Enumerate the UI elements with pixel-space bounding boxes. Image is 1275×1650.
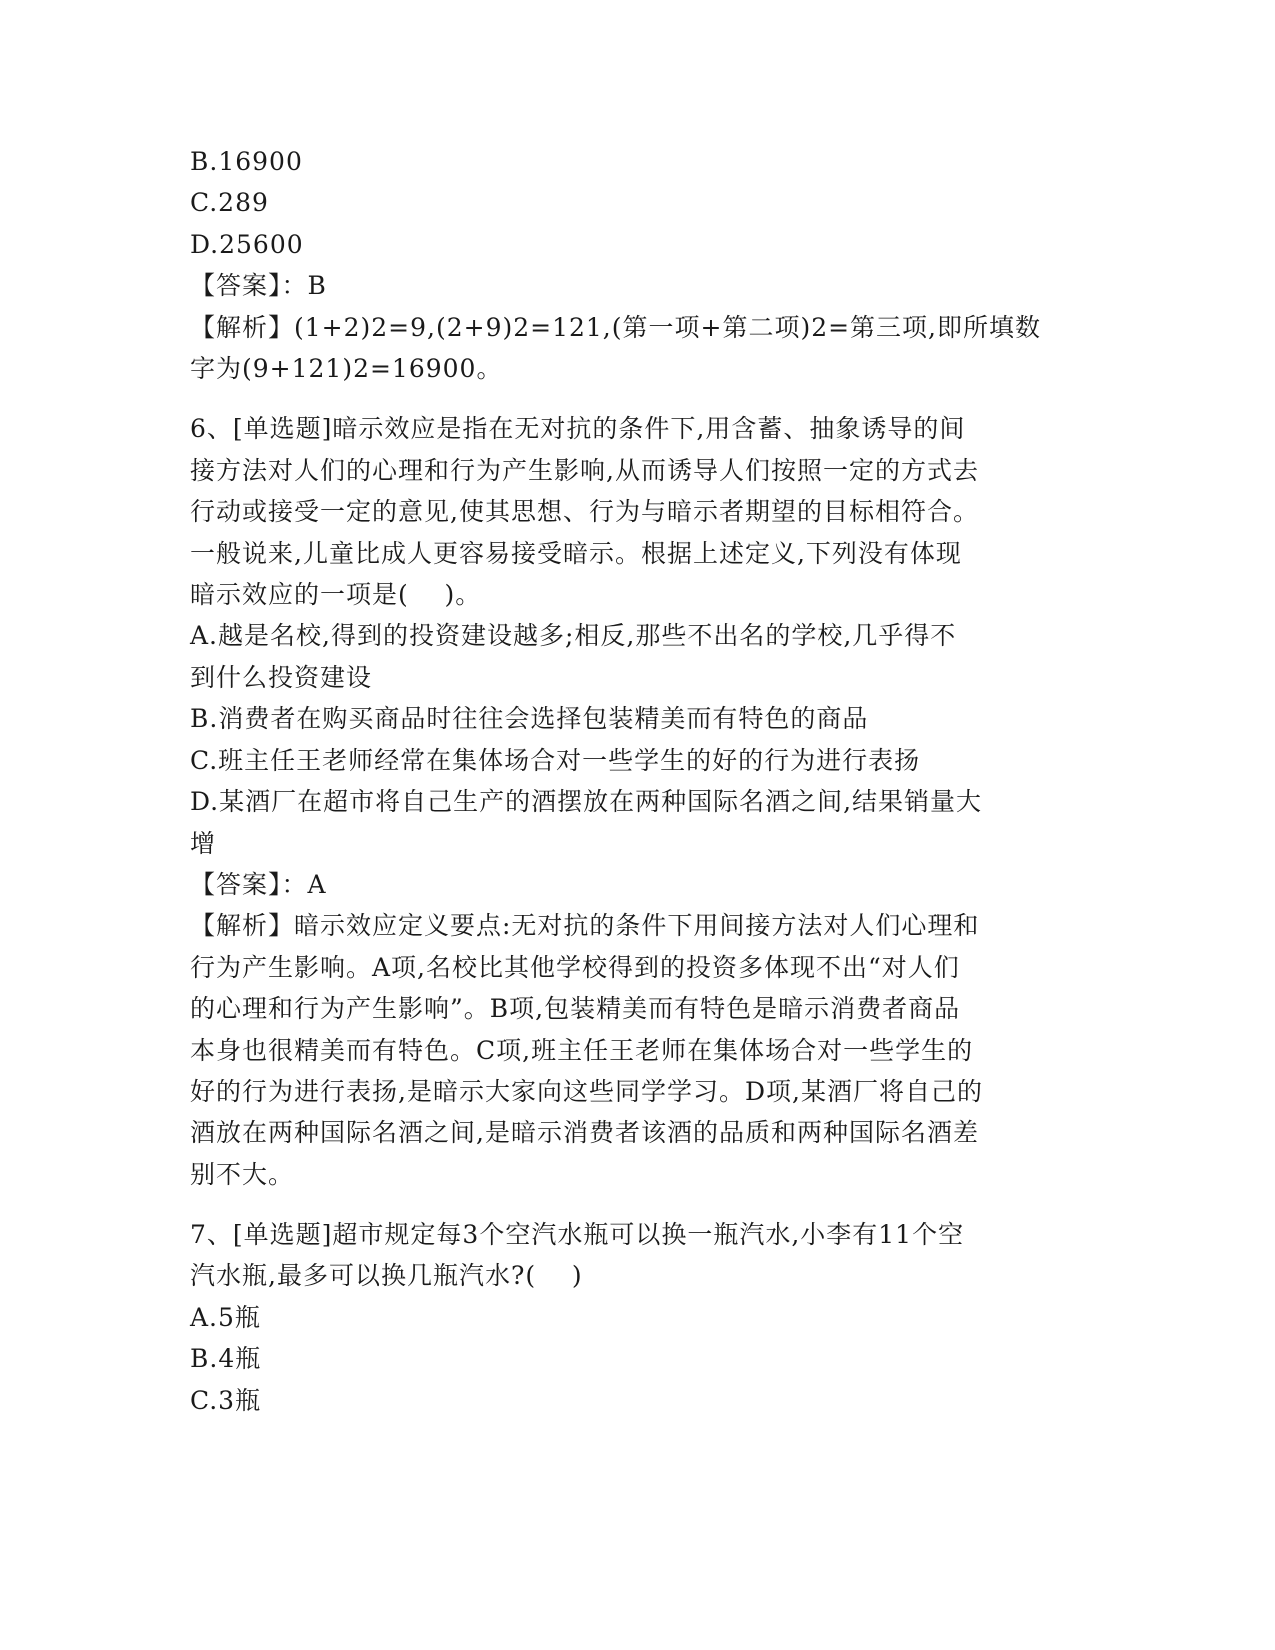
q7-stem-line: 汽水瓶,最多可以换几瓶汽水?( ): [190, 1261, 583, 1290]
q5-answer: 【答案】：B: [190, 271, 327, 300]
q6-option-a-cont: 到什么投资建设: [190, 663, 373, 692]
q6-analysis-line: 【解析】暗示效应定义要点:无对抗的条件下用间接方法对人们心理和: [190, 911, 980, 940]
q6-stem-line: 一般说来,儿童比成人更容易接受暗示。根据上述定义,下列没有体现: [190, 539, 962, 568]
q6-analysis-line: 别不大。: [190, 1160, 295, 1189]
q5-option-c: C.289: [190, 188, 269, 217]
q7-stem-line: 7、[单选题]超市规定每3个空汽水瓶可以换一瓶汽水,小李有11个空: [190, 1220, 965, 1249]
q6-analysis-line: 的心理和行为产生影响”。B项,包装精美而有特色是暗示消费者商品: [190, 994, 961, 1023]
q5-option-d: D.25600: [190, 230, 304, 259]
q6-analysis-line: 行为产生影响。A项,名校比其他学校得到的投资多体现不出“对人们: [190, 953, 960, 982]
q6-analysis-line: 好的行为进行表扬,是暗示大家向这些同学学习。D项,某酒厂将自己的: [190, 1077, 983, 1106]
q6-option-a: A.越是名校,得到的投资建设越多;相反,那些不出名的学校,几乎得不: [190, 621, 957, 650]
q6-stem-line: 行动或接受一定的意见,使其思想、行为与暗示者期望的目标相符合。: [190, 497, 979, 526]
q6-stem-line: 6、[单选题]暗示效应是指在无对抗的条件下,用含蓄、抽象诱导的间: [190, 414, 966, 443]
q6-answer: 【答案】：A: [190, 870, 327, 899]
q6-option-c: C.班主任王老师经常在集体场合对一些学生的好的行为进行表扬: [190, 746, 921, 775]
q6-analysis-line: 本身也很精美而有特色。C项,班主任王老师在集体场合对一些学生的: [190, 1036, 974, 1065]
q6-analysis-line: 酒放在两种国际名酒之间,是暗示消费者该酒的品质和两种国际名酒差: [190, 1118, 979, 1147]
q5-analysis-line: 字为(9+121)2=16900。: [190, 354, 503, 383]
q7-option-c: C.3瓶: [190, 1386, 262, 1415]
q6-option-b: B.消费者在购买商品时往往会选择包装精美而有特色的商品: [190, 704, 869, 733]
q5-option-b: B.16900: [190, 147, 303, 176]
q7-option-a: A.5瓶: [190, 1303, 261, 1332]
q5-analysis-line: 【解析】(1+2)2=9,(2+9)2=121,(第一项+第二项)2=第三项,即所填数: [190, 313, 1042, 342]
q6-stem-line: 接方法对人们的心理和行为产生影响,从而诱导人们按照一定的方式去: [190, 456, 979, 485]
q7-option-b: B.4瓶: [190, 1344, 262, 1373]
q6-stem-line: 暗示效应的一项是( )。: [190, 580, 482, 609]
q6-option-d: D.某酒厂在超市将自己生产的酒摆放在两种国际名酒之间,结果销量大: [190, 787, 983, 816]
q6-option-d-cont: 增: [190, 829, 217, 858]
